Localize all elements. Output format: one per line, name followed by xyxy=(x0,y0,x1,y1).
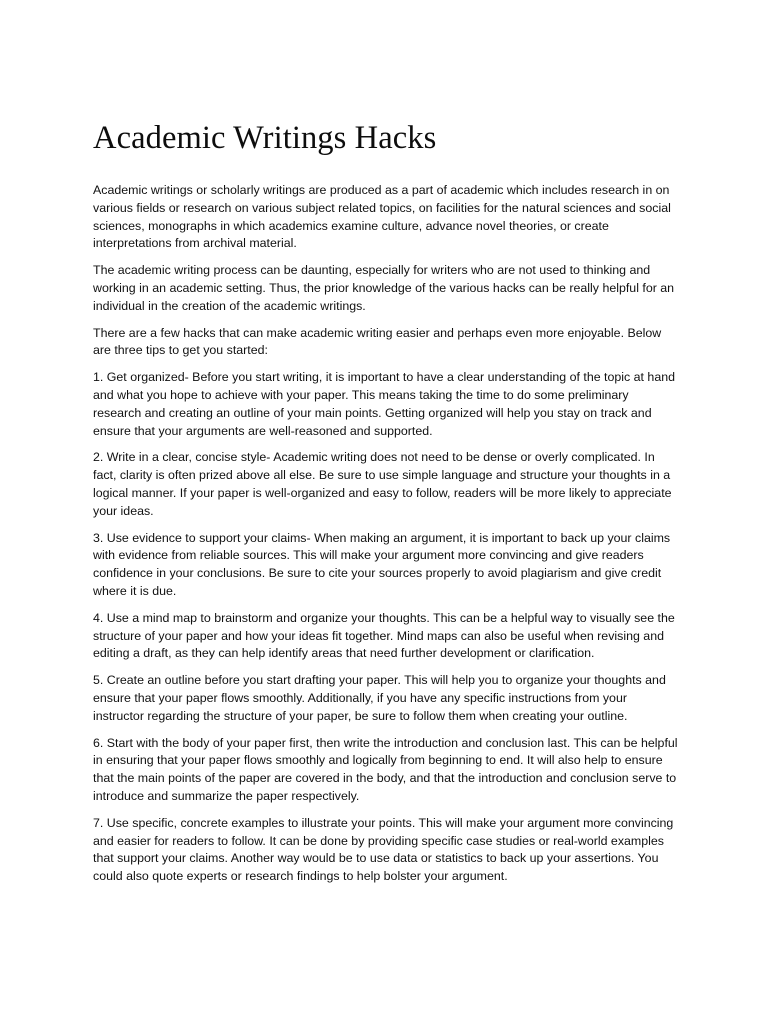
paragraph-intro: Academic writings or scholarly writings are produced as a part of academic which includes research in on various fields or research on various subject related topics, on facilities for the natural sciences and social sciences, monographs in which academics examine culture, advance novel theories, or create interpretations from archival material. xyxy=(93,183,671,251)
paragraph-tip-5: 5. Create an outline before you start drafting your paper. This will help you to organize your thoughts and ensure that your paper flows smoothly. Additionally, if you have any specific instructions from your instructor regarding the structure of your paper, be sure to follow them when creating your outline. xyxy=(93,673,666,723)
paragraph-tip-6: 6. Start with the body of your paper first, then write the introduction and conclusion last. This can be helpful in ensuring that your paper flows smoothly and logically from beginning to end. It will also help to ensure that the main points of the paper are covered in the body, and that the introduction and conclusion serve to introduce and summarize the paper respectively. xyxy=(93,735,678,803)
paragraph-tip-3: 3. Use evidence to support your claims- When making an argument, it is important to back up your claims with evidence from reliable sources. This will make your argument more convincing and give readers confidence in your conclusions. Be sure to cite your sources properly to avoid plagiarism and give credit where it is due. xyxy=(93,530,671,598)
paragraph-tip-1: 1. Get organized- Before you start writing, it is important to have a clear understanding of the topic at hand and what you hope to achieve with your paper. This means taking the time to do some preliminary research and creating an outline of your main points. Getting organized will help you stay on track and ensure that your arguments are well-reasoned and supported. xyxy=(93,370,675,438)
paragraph-tips-intro: There are a few hacks that can make academic writing easier and perhaps even more enjoyable. Below are three tips to get you started: xyxy=(93,325,662,358)
paragraph-tip-7: 7. Use specific, concrete examples to illustrate your points. This will make your argument more convincing and easier for readers to follow. It can be done by providing specific case studies or real-world examples that support your claims. Another way would be to use data or statistics to back up your assertions. You could also quote experts or research findings to help bolster your argument. xyxy=(93,815,674,884)
paragraph-process: The academic writing process can be daunting, especially for writers who are not used to thinking and working in an academic setting. Thus, the prior knowledge of the various hacks can be really helpful for an individual in the creation of the academic writings. xyxy=(93,263,675,313)
paragraph-tip-2: 2. Write in a clear, concise style- Academic writing does not need to be dense or overly complicated. In fact, clarity is often prized above all else. Be sure to use simple language and structure your thoughts in a logical manner. If your paper is well-organized and easy to follow, readers will be more likely to appreciate your ideas. xyxy=(93,450,672,518)
paragraph-tip-4: 4. Use a mind map to brainstorm and organize your thoughts. This can be a helpful way to visually see the structure of your paper and how your ideas fit together. Mind maps can also be useful when revising and editing a draft, as they can help identify areas that need further development or clarification. xyxy=(93,610,675,661)
document-title: Academic Writings Hacks xyxy=(93,120,437,156)
document-page xyxy=(93,117,678,895)
